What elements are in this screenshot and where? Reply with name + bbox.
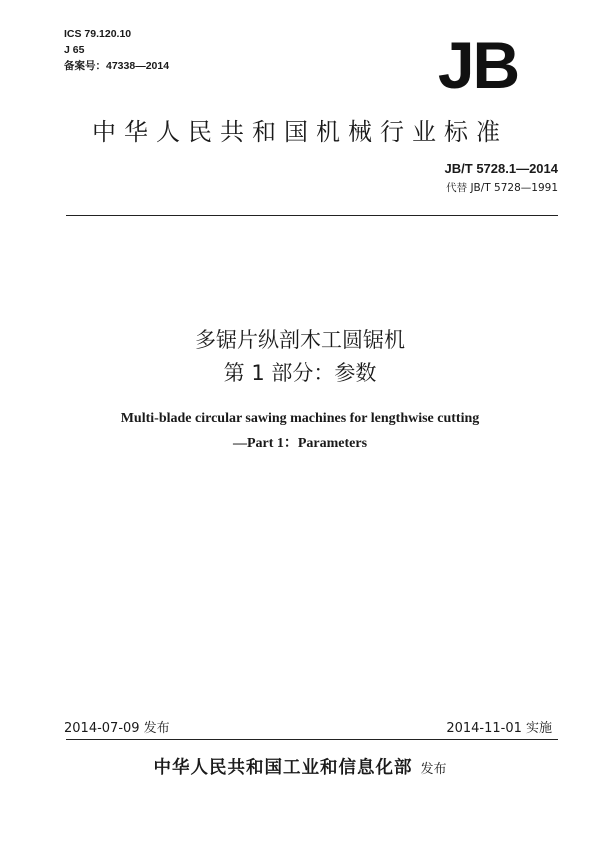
svg-text:JB: JB [437,34,519,94]
standard-number: JB/T 5728.1—2014 [444,161,558,176]
publisher-org: 中华人民共和国工业和信息化部 [153,758,413,778]
jb-logo [420,34,536,94]
chinese-title-line1: 多锯片纵剖木工圆锯机 [195,328,405,352]
replaces-standard: 代替 JB/T 5728—1991 [446,182,558,194]
top-divider [66,215,558,216]
ics-code: ICS 79.120.10 [64,28,132,40]
english-title-line2: —Part 1：Parameters [232,436,368,451]
publish-action: 发布 [420,762,447,777]
classification-code: J 65 [64,44,85,56]
english-title-line1: Multi-blade circular sawing machines for lengthwise cutting [120,411,480,426]
publisher-line [0,754,600,779]
issue-date: 2014-07-09 发布 [64,721,170,736]
filing-number: 备案号：47338—2014 [64,60,170,72]
bottom-divider [66,739,558,740]
implementation-date: 2014-11-01 实施 [446,721,552,736]
standard-category-title: 中华人民共和国机械行业标准 [92,118,508,146]
chinese-title-line2: 第 1 部分：参数 [223,361,377,385]
